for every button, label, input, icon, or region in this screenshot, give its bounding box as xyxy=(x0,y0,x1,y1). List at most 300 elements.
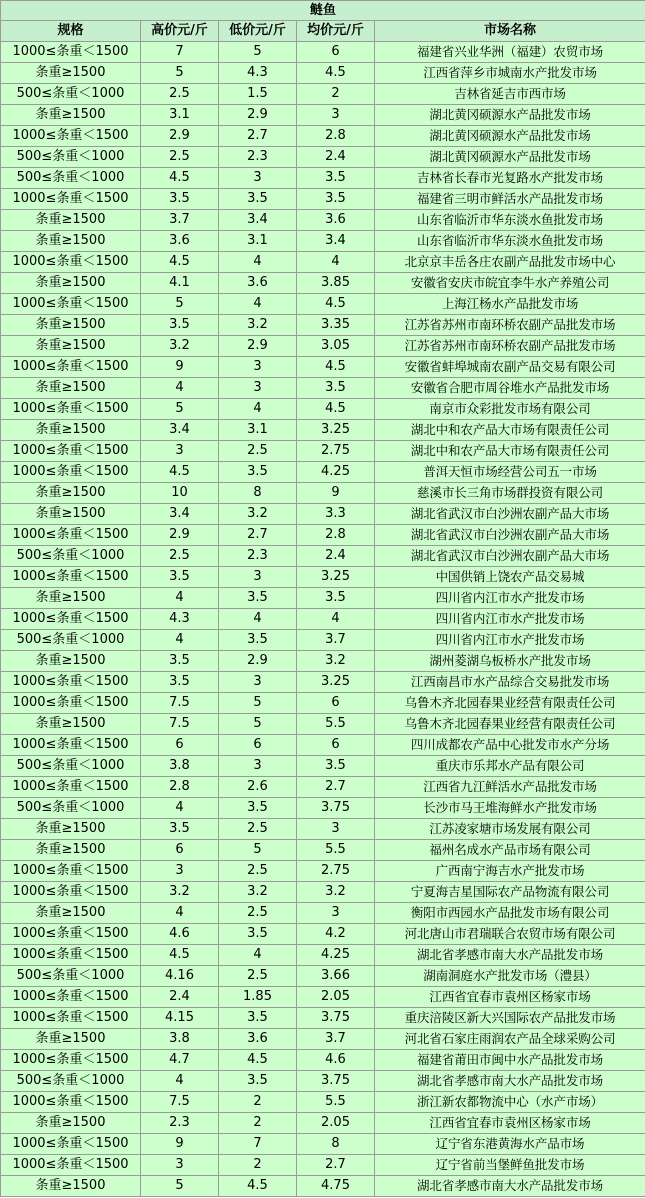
cell-spec: 1000≤条重＜1500 xyxy=(1,462,141,483)
table-row xyxy=(1,861,645,882)
cell-high-price: 3.2 xyxy=(141,882,219,903)
cell-market: 江西省九江鲜活水产品批发市场 xyxy=(375,777,645,798)
cell-low-price: 3 xyxy=(219,357,297,378)
cell-low-price: 3.5 xyxy=(219,798,297,819)
table-row xyxy=(1,630,645,651)
cell-spec: 1000≤条重＜1500 xyxy=(1,1050,141,1071)
cell-avg-price: 3.35 xyxy=(297,315,375,336)
cell-market: 重庆市乐邦水产品有限公司 xyxy=(375,756,645,777)
cell-low-price: 2.5 xyxy=(219,441,297,462)
cell-market: 乌鲁木齐北园春果业经营有限责任公司 xyxy=(375,714,645,735)
header-avg-price: 均价元/斤 xyxy=(297,21,375,42)
table-row xyxy=(1,525,645,546)
table-row xyxy=(1,273,645,294)
cell-market: 重庆涪陵区新大兴国际农产品批发市场 xyxy=(375,1008,645,1029)
cell-market: 广西南宁海吉水产批发市场 xyxy=(375,861,645,882)
cell-high-price: 7.5 xyxy=(141,1092,219,1113)
cell-low-price: 2.7 xyxy=(219,525,297,546)
table-row xyxy=(1,924,645,945)
cell-avg-price: 5.5 xyxy=(297,714,375,735)
cell-high-price: 9 xyxy=(141,357,219,378)
header-high-price: 高价元/斤 xyxy=(141,21,219,42)
cell-market: 湖北黄冈硕源水产品批发市场 xyxy=(375,126,645,147)
cell-high-price: 6 xyxy=(141,840,219,861)
table-row xyxy=(1,1134,645,1155)
cell-market: 福州名成水产品市场有限公司 xyxy=(375,840,645,861)
cell-spec: 1000≤条重＜1500 xyxy=(1,1092,141,1113)
title-row xyxy=(1,1,645,21)
cell-avg-price: 3 xyxy=(297,819,375,840)
cell-market: 北京京丰岳各庄农副产品批发市场中心 xyxy=(375,252,645,273)
header-row xyxy=(1,21,645,42)
cell-avg-price: 3.75 xyxy=(297,1008,375,1029)
cell-low-price: 4 xyxy=(219,945,297,966)
cell-low-price: 2.9 xyxy=(219,651,297,672)
cell-high-price: 4.1 xyxy=(141,273,219,294)
table-row xyxy=(1,1155,645,1176)
cell-high-price: 4 xyxy=(141,1071,219,1092)
cell-market: 山东省临沂市华东淡水鱼批发市场 xyxy=(375,210,645,231)
cell-high-price: 4.15 xyxy=(141,1008,219,1029)
table-row xyxy=(1,483,645,504)
cell-market: 湖北中和农产品大市场有限责任公司 xyxy=(375,441,645,462)
cell-spec: 1000≤条重＜1500 xyxy=(1,189,141,210)
cell-avg-price: 3.66 xyxy=(297,966,375,987)
cell-avg-price: 4.5 xyxy=(297,399,375,420)
cell-low-price: 4 xyxy=(219,252,297,273)
cell-high-price: 3.5 xyxy=(141,651,219,672)
cell-spec: 条重≥1500 xyxy=(1,336,141,357)
cell-avg-price: 2.7 xyxy=(297,1155,375,1176)
cell-low-price: 3.5 xyxy=(219,189,297,210)
cell-low-price: 4 xyxy=(219,609,297,630)
cell-low-price: 2.7 xyxy=(219,126,297,147)
cell-avg-price: 4.25 xyxy=(297,945,375,966)
cell-avg-price: 3.4 xyxy=(297,231,375,252)
cell-market: 河北唐山市君瑞联合农贸市场有限公司 xyxy=(375,924,645,945)
cell-spec: 1000≤条重＜1500 xyxy=(1,1155,141,1176)
cell-avg-price: 3.7 xyxy=(297,1029,375,1050)
cell-avg-price: 4.5 xyxy=(297,294,375,315)
table-row xyxy=(1,336,645,357)
cell-market: 江西南昌市水产品综合交易批发市场 xyxy=(375,672,645,693)
cell-spec: 1000≤条重＜1500 xyxy=(1,609,141,630)
cell-spec: 条重≥1500 xyxy=(1,504,141,525)
cell-low-price: 5 xyxy=(219,42,297,63)
table-row xyxy=(1,987,645,1008)
cell-low-price: 3 xyxy=(219,672,297,693)
table-row xyxy=(1,84,645,105)
cell-spec: 条重≥1500 xyxy=(1,1113,141,1134)
cell-avg-price: 4 xyxy=(297,609,375,630)
header-spec: 规格 xyxy=(1,21,141,42)
cell-spec: 条重≥1500 xyxy=(1,903,141,924)
cell-avg-price: 2.8 xyxy=(297,525,375,546)
cell-low-price: 8 xyxy=(219,483,297,504)
cell-low-price: 3.1 xyxy=(219,231,297,252)
cell-low-price: 3.5 xyxy=(219,462,297,483)
cell-low-price: 2.5 xyxy=(219,861,297,882)
cell-high-price: 5 xyxy=(141,399,219,420)
cell-spec: 500≤条重＜1000 xyxy=(1,630,141,651)
cell-market: 四川省内江市水产批发市场 xyxy=(375,588,645,609)
cell-low-price: 3.6 xyxy=(219,273,297,294)
cell-avg-price: 4.6 xyxy=(297,1050,375,1071)
cell-high-price: 4.5 xyxy=(141,252,219,273)
cell-spec: 条重≥1500 xyxy=(1,105,141,126)
cell-avg-price: 3.5 xyxy=(297,588,375,609)
cell-high-price: 3.4 xyxy=(141,420,219,441)
table-row xyxy=(1,1029,645,1050)
cell-high-price: 3.5 xyxy=(141,672,219,693)
cell-spec: 条重≥1500 xyxy=(1,819,141,840)
cell-high-price: 3.5 xyxy=(141,189,219,210)
cell-avg-price: 4 xyxy=(297,252,375,273)
cell-low-price: 3.6 xyxy=(219,1029,297,1050)
table-row xyxy=(1,1113,645,1134)
cell-high-price: 7.5 xyxy=(141,693,219,714)
cell-high-price: 4.3 xyxy=(141,609,219,630)
cell-avg-price: 2.75 xyxy=(297,861,375,882)
cell-spec: 500≤条重＜1000 xyxy=(1,798,141,819)
cell-spec: 1000≤条重＜1500 xyxy=(1,252,141,273)
cell-market: 吉林省延吉市西市场 xyxy=(375,84,645,105)
cell-avg-price: 2 xyxy=(297,84,375,105)
header-low-price: 低价元/斤 xyxy=(219,21,297,42)
cell-spec: 1000≤条重＜1500 xyxy=(1,945,141,966)
cell-market: 湖北黄冈硕源水产品批发市场 xyxy=(375,105,645,126)
table-row xyxy=(1,462,645,483)
table-row xyxy=(1,945,645,966)
cell-spec: 1000≤条重＜1500 xyxy=(1,882,141,903)
cell-high-price: 2.4 xyxy=(141,987,219,1008)
table-row xyxy=(1,714,645,735)
cell-high-price: 3 xyxy=(141,1155,219,1176)
cell-avg-price: 4.5 xyxy=(297,63,375,84)
cell-high-price: 3.7 xyxy=(141,210,219,231)
table-row xyxy=(1,672,645,693)
cell-market: 江苏省苏州市南环桥农副产品批发市场 xyxy=(375,315,645,336)
cell-high-price: 3.5 xyxy=(141,819,219,840)
cell-avg-price: 3.6 xyxy=(297,210,375,231)
cell-low-price: 3.4 xyxy=(219,210,297,231)
table-row xyxy=(1,840,645,861)
cell-market: 湖北省武汉市白沙洲农副产品大市场 xyxy=(375,504,645,525)
cell-spec: 1000≤条重＜1500 xyxy=(1,525,141,546)
cell-low-price: 2 xyxy=(219,1113,297,1134)
cell-low-price: 2.5 xyxy=(219,819,297,840)
cell-low-price: 2.5 xyxy=(219,903,297,924)
cell-market: 江西省宜春市袁州区杨家市场 xyxy=(375,1113,645,1134)
cell-market: 中国供销上饶农产品交易城 xyxy=(375,567,645,588)
cell-high-price: 3.8 xyxy=(141,756,219,777)
cell-spec: 500≤条重＜1000 xyxy=(1,168,141,189)
cell-low-price: 4.3 xyxy=(219,63,297,84)
cell-low-price: 3 xyxy=(219,378,297,399)
table-row xyxy=(1,588,645,609)
table-row xyxy=(1,1092,645,1113)
cell-spec: 500≤条重＜1000 xyxy=(1,546,141,567)
cell-spec: 500≤条重＜1000 xyxy=(1,966,141,987)
cell-market: 衡阳市西园水产品批发市场有限公司 xyxy=(375,903,645,924)
cell-market: 南京市众彩批发市场有限公司 xyxy=(375,399,645,420)
cell-spec: 1000≤条重＜1500 xyxy=(1,1134,141,1155)
cell-spec: 条重≥1500 xyxy=(1,714,141,735)
cell-high-price: 7.5 xyxy=(141,714,219,735)
cell-high-price: 9 xyxy=(141,1134,219,1155)
table-row xyxy=(1,378,645,399)
cell-high-price: 2.9 xyxy=(141,126,219,147)
cell-high-price: 3.4 xyxy=(141,504,219,525)
cell-low-price: 3.2 xyxy=(219,882,297,903)
table-row xyxy=(1,42,645,63)
cell-avg-price: 2.05 xyxy=(297,1113,375,1134)
cell-low-price: 3 xyxy=(219,567,297,588)
table-row xyxy=(1,756,645,777)
cell-low-price: 2 xyxy=(219,1092,297,1113)
cell-market: 乌鲁木齐北园春果业经营有限责任公司 xyxy=(375,693,645,714)
cell-high-price: 4.5 xyxy=(141,462,219,483)
cell-avg-price: 6 xyxy=(297,735,375,756)
cell-market: 普洱天恒市场经营公司五一市场 xyxy=(375,462,645,483)
cell-market: 四川成都农产品中心批发市水产分场 xyxy=(375,735,645,756)
cell-spec: 条重≥1500 xyxy=(1,63,141,84)
cell-spec: 1000≤条重＜1500 xyxy=(1,987,141,1008)
table-row xyxy=(1,441,645,462)
cell-low-price: 3.5 xyxy=(219,1008,297,1029)
cell-spec: 条重≥1500 xyxy=(1,315,141,336)
cell-avg-price: 3.85 xyxy=(297,273,375,294)
cell-spec: 500≤条重＜1000 xyxy=(1,756,141,777)
cell-spec: 500≤条重＜1000 xyxy=(1,147,141,168)
cell-low-price: 3.5 xyxy=(219,1071,297,1092)
cell-spec: 条重≥1500 xyxy=(1,420,141,441)
table-row xyxy=(1,252,645,273)
cell-market: 福建省莆田市闽中水产品批发市场 xyxy=(375,1050,645,1071)
table-row xyxy=(1,1008,645,1029)
cell-avg-price: 9 xyxy=(297,483,375,504)
cell-spec: 1000≤条重＜1500 xyxy=(1,357,141,378)
cell-avg-price: 2.8 xyxy=(297,126,375,147)
cell-high-price: 4 xyxy=(141,903,219,924)
cell-low-price: 5 xyxy=(219,714,297,735)
cell-avg-price: 3.5 xyxy=(297,756,375,777)
cell-high-price: 4 xyxy=(141,378,219,399)
cell-market: 四川省内江市水产批发市场 xyxy=(375,630,645,651)
cell-high-price: 3 xyxy=(141,441,219,462)
cell-low-price: 2.9 xyxy=(219,105,297,126)
cell-avg-price: 5.5 xyxy=(297,1092,375,1113)
cell-low-price: 3 xyxy=(219,168,297,189)
cell-high-price: 4 xyxy=(141,630,219,651)
cell-avg-price: 3.75 xyxy=(297,798,375,819)
cell-high-price: 2.8 xyxy=(141,777,219,798)
table-row xyxy=(1,966,645,987)
cell-avg-price: 3.5 xyxy=(297,168,375,189)
cell-low-price: 3.5 xyxy=(219,630,297,651)
cell-avg-price: 3.2 xyxy=(297,651,375,672)
cell-market: 四川省内江市水产批发市场 xyxy=(375,609,645,630)
cell-low-price: 2.9 xyxy=(219,336,297,357)
table-body xyxy=(1,42,645,1197)
cell-spec: 1000≤条重＜1500 xyxy=(1,441,141,462)
cell-market: 浙江新农都物流中心（水产市场） xyxy=(375,1092,645,1113)
cell-high-price: 3.2 xyxy=(141,336,219,357)
cell-spec: 1000≤条重＜1500 xyxy=(1,672,141,693)
cell-market: 宁夏海吉星国际农产品物流有限公司 xyxy=(375,882,645,903)
table-row xyxy=(1,126,645,147)
cell-low-price: 3.2 xyxy=(219,504,297,525)
table-row xyxy=(1,735,645,756)
cell-market: 江苏凌家塘市场发展有限公司 xyxy=(375,819,645,840)
table-row xyxy=(1,105,645,126)
table-row xyxy=(1,504,645,525)
cell-market: 安徽省合肥市周谷堆水产品批发市场 xyxy=(375,378,645,399)
header-market: 市场名称 xyxy=(375,21,645,42)
table-row xyxy=(1,567,645,588)
cell-high-price: 3.5 xyxy=(141,315,219,336)
cell-spec: 条重≥1500 xyxy=(1,588,141,609)
cell-low-price: 3.2 xyxy=(219,315,297,336)
cell-spec: 1000≤条重＜1500 xyxy=(1,1008,141,1029)
cell-spec: 条重≥1500 xyxy=(1,840,141,861)
cell-market: 长沙市马王堆海鲜水产批发市场 xyxy=(375,798,645,819)
cell-avg-price: 4.75 xyxy=(297,1176,375,1197)
cell-low-price: 7 xyxy=(219,1134,297,1155)
cell-market: 安徽省蚌埠城南农副产品交易有限公司 xyxy=(375,357,645,378)
cell-low-price: 3.1 xyxy=(219,420,297,441)
cell-high-price: 4.7 xyxy=(141,1050,219,1071)
cell-spec: 1000≤条重＜1500 xyxy=(1,399,141,420)
table-row xyxy=(1,651,645,672)
cell-avg-price: 2.7 xyxy=(297,777,375,798)
cell-market: 湖北省孝感市南大水产品批发市场 xyxy=(375,1071,645,1092)
cell-high-price: 2.5 xyxy=(141,546,219,567)
table-row xyxy=(1,420,645,441)
table-row xyxy=(1,903,645,924)
cell-high-price: 4.6 xyxy=(141,924,219,945)
cell-avg-price: 8 xyxy=(297,1134,375,1155)
cell-market: 辽宁省东港黄海水产品市场 xyxy=(375,1134,645,1155)
cell-avg-price: 4.25 xyxy=(297,462,375,483)
cell-low-price: 2 xyxy=(219,1155,297,1176)
cell-avg-price: 3.25 xyxy=(297,567,375,588)
cell-high-price: 3.8 xyxy=(141,1029,219,1050)
cell-avg-price: 6 xyxy=(297,693,375,714)
cell-market: 慈溪市长三角市场群投资有限公司 xyxy=(375,483,645,504)
cell-avg-price: 2.4 xyxy=(297,546,375,567)
cell-avg-price: 3.7 xyxy=(297,630,375,651)
table-row xyxy=(1,210,645,231)
cell-avg-price: 2.05 xyxy=(297,987,375,1008)
cell-avg-price: 3.05 xyxy=(297,336,375,357)
cell-high-price: 5 xyxy=(141,63,219,84)
cell-low-price: 5 xyxy=(219,840,297,861)
cell-low-price: 2.3 xyxy=(219,147,297,168)
cell-spec: 1000≤条重＜1500 xyxy=(1,42,141,63)
cell-avg-price: 4.2 xyxy=(297,924,375,945)
table-row xyxy=(1,168,645,189)
table-row xyxy=(1,315,645,336)
cell-high-price: 4.5 xyxy=(141,168,219,189)
cell-low-price: 4 xyxy=(219,399,297,420)
cell-avg-price: 3.25 xyxy=(297,672,375,693)
cell-low-price: 1.85 xyxy=(219,987,297,1008)
cell-low-price: 4.5 xyxy=(219,1176,297,1197)
cell-market: 安徽省安庆市皖宜李牛水产养殖公司 xyxy=(375,273,645,294)
table-row xyxy=(1,63,645,84)
cell-avg-price: 6 xyxy=(297,42,375,63)
cell-high-price: 3.1 xyxy=(141,105,219,126)
cell-market: 湖北省孝感市南大水产品批发市场 xyxy=(375,1176,645,1197)
cell-market: 山东省临沂市华东淡水鱼批发市场 xyxy=(375,231,645,252)
cell-low-price: 4 xyxy=(219,294,297,315)
cell-high-price: 2.5 xyxy=(141,147,219,168)
table-title: 鲢鱼 xyxy=(1,1,645,21)
cell-spec: 条重≥1500 xyxy=(1,273,141,294)
table-row xyxy=(1,231,645,252)
cell-avg-price: 2.4 xyxy=(297,147,375,168)
cell-market: 湖北中和农产品大市场有限责任公司 xyxy=(375,420,645,441)
cell-spec: 500≤条重＜1000 xyxy=(1,1071,141,1092)
cell-low-price: 4.5 xyxy=(219,1050,297,1071)
cell-spec: 1000≤条重＜1500 xyxy=(1,777,141,798)
table-row xyxy=(1,357,645,378)
cell-spec: 1000≤条重＜1500 xyxy=(1,924,141,945)
cell-market: 河北省石家庄雨润农产品全球采购公司 xyxy=(375,1029,645,1050)
cell-low-price: 3.5 xyxy=(219,924,297,945)
cell-high-price: 4 xyxy=(141,798,219,819)
cell-high-price: 2.3 xyxy=(141,1113,219,1134)
cell-high-price: 2.9 xyxy=(141,525,219,546)
cell-spec: 1000≤条重＜1500 xyxy=(1,126,141,147)
cell-low-price: 3 xyxy=(219,756,297,777)
table-row xyxy=(1,147,645,168)
cell-avg-price: 3.75 xyxy=(297,1071,375,1092)
cell-avg-price: 4.5 xyxy=(297,357,375,378)
cell-low-price: 6 xyxy=(219,735,297,756)
cell-high-price: 4 xyxy=(141,588,219,609)
table-row xyxy=(1,1176,645,1197)
cell-market: 湖南洞庭水产批发市场（澧县） xyxy=(375,966,645,987)
table-row xyxy=(1,693,645,714)
cell-low-price: 5 xyxy=(219,693,297,714)
table-row xyxy=(1,1050,645,1071)
cell-avg-price: 2.75 xyxy=(297,441,375,462)
cell-spec: 500≤条重＜1000 xyxy=(1,84,141,105)
cell-avg-price: 3.2 xyxy=(297,882,375,903)
cell-spec: 条重≥1500 xyxy=(1,231,141,252)
cell-high-price: 3.6 xyxy=(141,231,219,252)
cell-high-price: 10 xyxy=(141,483,219,504)
cell-market: 湖北省武汉市白沙洲农副产品大市场 xyxy=(375,525,645,546)
cell-high-price: 3 xyxy=(141,861,219,882)
cell-spec: 条重≥1500 xyxy=(1,483,141,504)
cell-avg-price: 3 xyxy=(297,903,375,924)
cell-market: 上海江杨水产品批发市场 xyxy=(375,294,645,315)
table-row xyxy=(1,882,645,903)
cell-spec: 条重≥1500 xyxy=(1,1029,141,1050)
cell-high-price: 2.5 xyxy=(141,84,219,105)
cell-spec: 1000≤条重＜1500 xyxy=(1,567,141,588)
cell-avg-price: 3.5 xyxy=(297,189,375,210)
cell-spec: 条重≥1500 xyxy=(1,1176,141,1197)
cell-spec: 条重≥1500 xyxy=(1,651,141,672)
cell-market: 福建省三明市鲜活水产品批发市场 xyxy=(375,189,645,210)
table-row xyxy=(1,399,645,420)
cell-high-price: 6 xyxy=(141,735,219,756)
cell-market: 辽宁省前当堡鲜鱼批发市场 xyxy=(375,1155,645,1176)
